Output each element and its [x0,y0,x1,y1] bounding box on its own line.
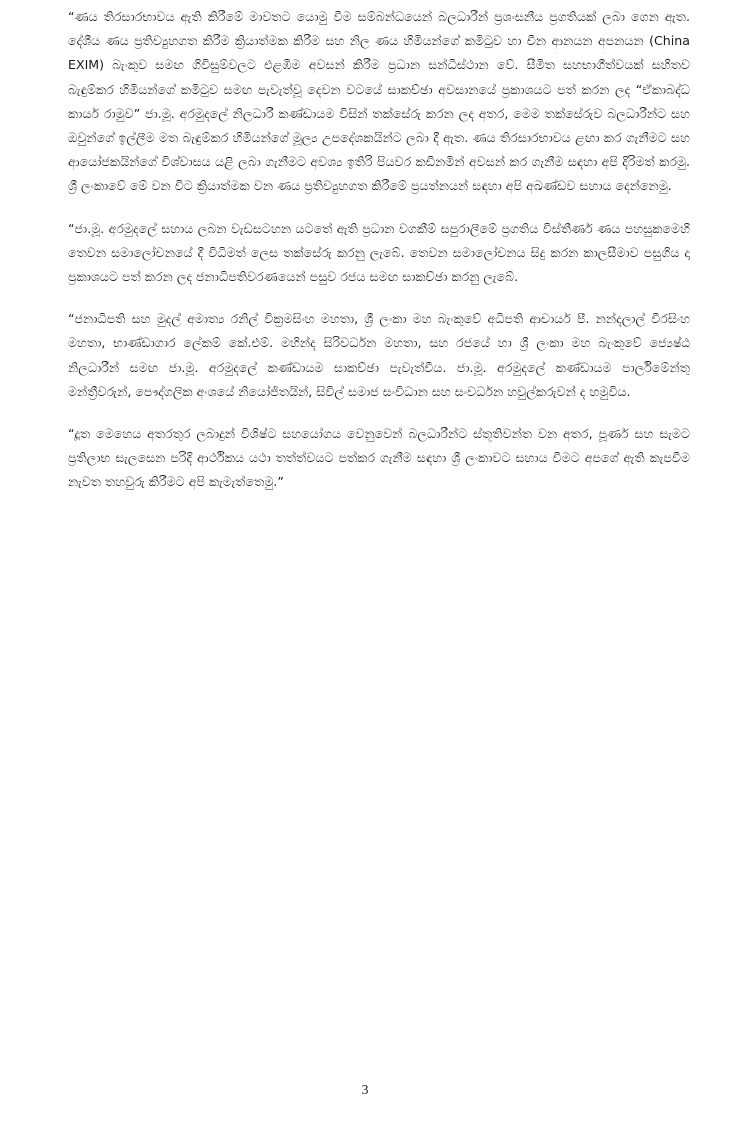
document-body [68,5,690,513]
paragraph-meetings: “ජනාධිපති සහ මුදල් අමාත්‍ය රනිල් වික්‍රමසිංහ මහතා, ශ්‍රී ලංකා මහ බැංකුවේ අධිපති ආචාර්ය පී. නන්දලාල් වීරසිංහ මහතා, භාණ්ඩාගාර ලේකම් කේ.එම්. මහින්ද සිරිවර්ධන මහතා, සහ රජයේ හා ශ්‍රී ලංකා මහ බැංකුවේ ජ්‍යෙෂ්ඨ නිලධාරීන් සමඟ ජා.මූ. අරමුදලේ කණ්ඩායම සාකච්ඡා පැවැත්වීය. ජා.මූ. අරමුදලේ කණ්ඩායම පාර්ලිමේන්තු මන්ත්‍රීවරුන්, පෞද්ගලික අංශයේ නියෝජිතයින්, සිවිල් සමාජ සංවිධාන සහ සංවර්ධන හවුල්කරුවන් ද හමුවිය. [68,311,690,399]
paragraph-third-review: “ජා.මූ. අරමුදලේ සහාය ලබන වැඩසටහන යටතේ ඇති ප්‍රධාන වගකීම් සපුරාලීමේ ප්‍රගතිය විස්තීර්ණ ණය පහසුකමෙහි තෙවන සමාලෝචනයේ දී විධිමත් ලෙස තක්සේරු කරනු ලැබේ. තෙවන සමාලෝචනය සිදු කරන කාලසීමාව පසුගිය දා ප්‍රකාශයට පත් කරන ලද ජනාධිපතිවරණයෙන් පසුව රජය සමඟ සාකච්ඡා කරනු ලැබේ. [68,220,690,285]
page-number: 3 [361,1083,369,1098]
paragraph-debt-sustainability: “ණය තිරසාරභාවය ඇති කිරීමේ මාවතට යොමු වීම සම්බන්ධයෙන් බලධාරීන් ප්‍රශංසනීය ප්‍රගතියක් ලබා ගෙන ඇත. දේශීය ණය ප්‍රතිව්‍යුහගත කිරීම ක්‍රියාත්මක කිරීම සහ නිල ණය හිමියන්ගේ කමිටුව හා චීන ආනයන අපනයන (China EXIM) බැංකුව සමඟ ගිවිසුම්වලට එළඹීම අවසන් කිරීම ප්‍රධාන සන්ධිස්ථාන වේ. සීමිත සහභාගීත්වයක් සහිතව බැඳුම්කර හිමියන්ගේ කමිටුව සමඟ පැවැත්වූ දෙවන වටයේ සාකච්ඡා අවසානයේ ප්‍රකාශයට පත් කරන ලද “ඒකාබද්ධ කාර්ය රාමුව” ජා.මූ. අරමුදලේ නිලධාරී කණ්ඩායම විසින් තක්සේරු කරන ලද අතර, මෙම තක්සේරුව බලධාරීන්ට සහ ඔවුන්ගේ ඉල්ලීම මත බැඳුම්කර හිමියන්ගේ මූල්‍ය උපදේශකයින්ට ලබා දී ඇත. ණය තිරසාරභාවය ළඟා කර ගැනීමට සහ ආයෝජකයින්ගේ විශ්වාසය යළි ලබා ගැනීමට අවශ්‍ය ඉතිරි පියවර කඩිනමින් අවසන් කර ගැනීම සඳහා අපි දිරිමත් කරමු. ශ්‍රී ලංකාවේ මේ වන විට ක්‍රියාත්මක වන ණය ප්‍රතිව්‍යුහගත කිරීමේ ප්‍රයත්නයන් සඳහා අපි අඛණ්ඩව සහාය දෙන්නෙමු. [68,9,690,194]
paragraph-acknowledgement: “දූත මෙහෙය අතරතුර ලබාදුන් විශිෂ්ට සහයෝගය වෙනුවෙන් බලධාරීන්ට ස්තූතිවන්ත වන අතර, පූර්ණ සහ සැමට ප්‍රතිලාභ සැලසෙන පරිදි ආර්ථිකය යථා තත්ත්වයට පත්කර ගැනීම සඳහා ශ්‍රී ලංකාවට සහාය වීමට අපගේ ඇති කැපවීම නැවත තහවුරු කිරීමට අපි කැමැත්තෙමු.” [68,426,690,490]
